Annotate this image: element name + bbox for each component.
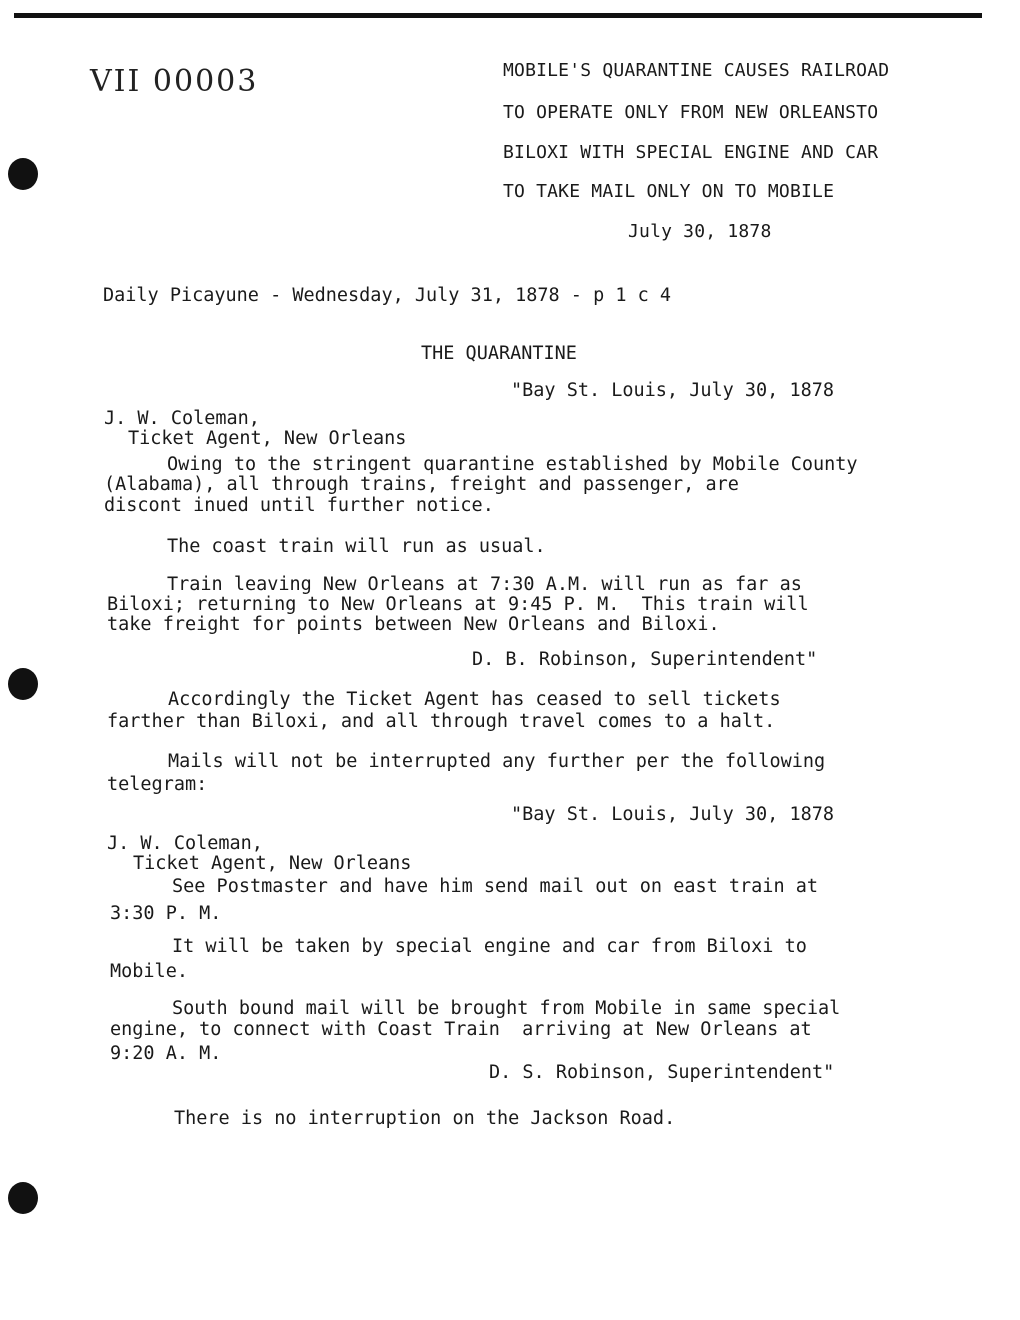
paragraph-line: Mails will not be interrupted any further per the following [168, 751, 826, 772]
paragraph-line: Mobile. [110, 961, 188, 982]
paragraph-line: Train leaving New Orleans at 7:30 A.M. will run as far as [167, 574, 802, 595]
paragraph-line: The coast train will run as usual. [167, 536, 546, 557]
telegram-dateline: "Bay St. Louis, July 30, 1878 [511, 380, 835, 401]
paragraph-line: It will be taken by special engine and car from Biloxi to [172, 936, 807, 957]
paragraph-line: take freight for points between New Orleans and Biloxi. [107, 614, 720, 635]
addressee-title: Ticket Agent, New Orleans [128, 428, 407, 449]
headline-line: MOBILE'S QUARANTINE CAUSES RAILROAD [503, 60, 890, 81]
paragraph-line: Accordingly the Ticket Agent has ceased to sell tickets [168, 689, 781, 710]
paragraph-line: (Alabama), all through trains, freight and passenger, are [104, 474, 739, 495]
paragraph-line: See Postmaster and have him send mail out on east train at [172, 876, 819, 897]
headline-line: BILOXI WITH SPECIAL ENGINE AND CAR [503, 142, 879, 163]
top-border [14, 13, 982, 18]
headline-line: TO TAKE MAIL ONLY ON TO MOBILE [503, 181, 835, 202]
addressee-title: Ticket Agent, New Orleans [133, 853, 412, 874]
paragraph-line: engine, to connect with Coast Train arriving at New Orleans at [110, 1019, 812, 1040]
paragraph-line: Biloxi; returning to New Orleans at 9:45 P. M. This train will [107, 594, 809, 615]
signature: D. S. Robinson, Superintendent" [489, 1062, 835, 1083]
paragraph-line: farther than Biloxi, and all through travel comes to a halt. [107, 711, 776, 732]
headline-line: TO OPERATE ONLY FROM NEW ORLEANSTO [503, 102, 879, 123]
paragraph-line: discont inued until further notice. [104, 495, 494, 516]
telegram-dateline: "Bay St. Louis, July 30, 1878 [511, 804, 835, 825]
punch-hole [8, 158, 38, 190]
article-title: THE QUARANTINE [421, 343, 577, 364]
punch-hole [8, 1182, 38, 1214]
addressee-name: J. W. Coleman, [104, 408, 260, 429]
paragraph-line: telegram: [107, 774, 208, 795]
paragraph-line: 9:20 A. M. [110, 1043, 222, 1064]
paragraph-line: Owing to the stringent quarantine established by Mobile County [167, 454, 858, 475]
source-citation: Daily Picayune - Wednesday, July 31, 1878 - p 1 c 4 [103, 285, 672, 306]
headline-date: July 30, 1878 [628, 221, 772, 242]
paragraph-line: 3:30 P. M. [110, 903, 222, 924]
closing-line: There is no interruption on the Jackson Road. [174, 1108, 676, 1129]
punch-hole [8, 668, 38, 700]
addressee-name: J. W. Coleman, [107, 833, 263, 854]
archive-number: VII 00003 [90, 64, 259, 99]
signature: D. B. Robinson, Superintendent" [472, 649, 818, 670]
paragraph-line: South bound mail will be brought from Mobile in same special [172, 998, 841, 1019]
